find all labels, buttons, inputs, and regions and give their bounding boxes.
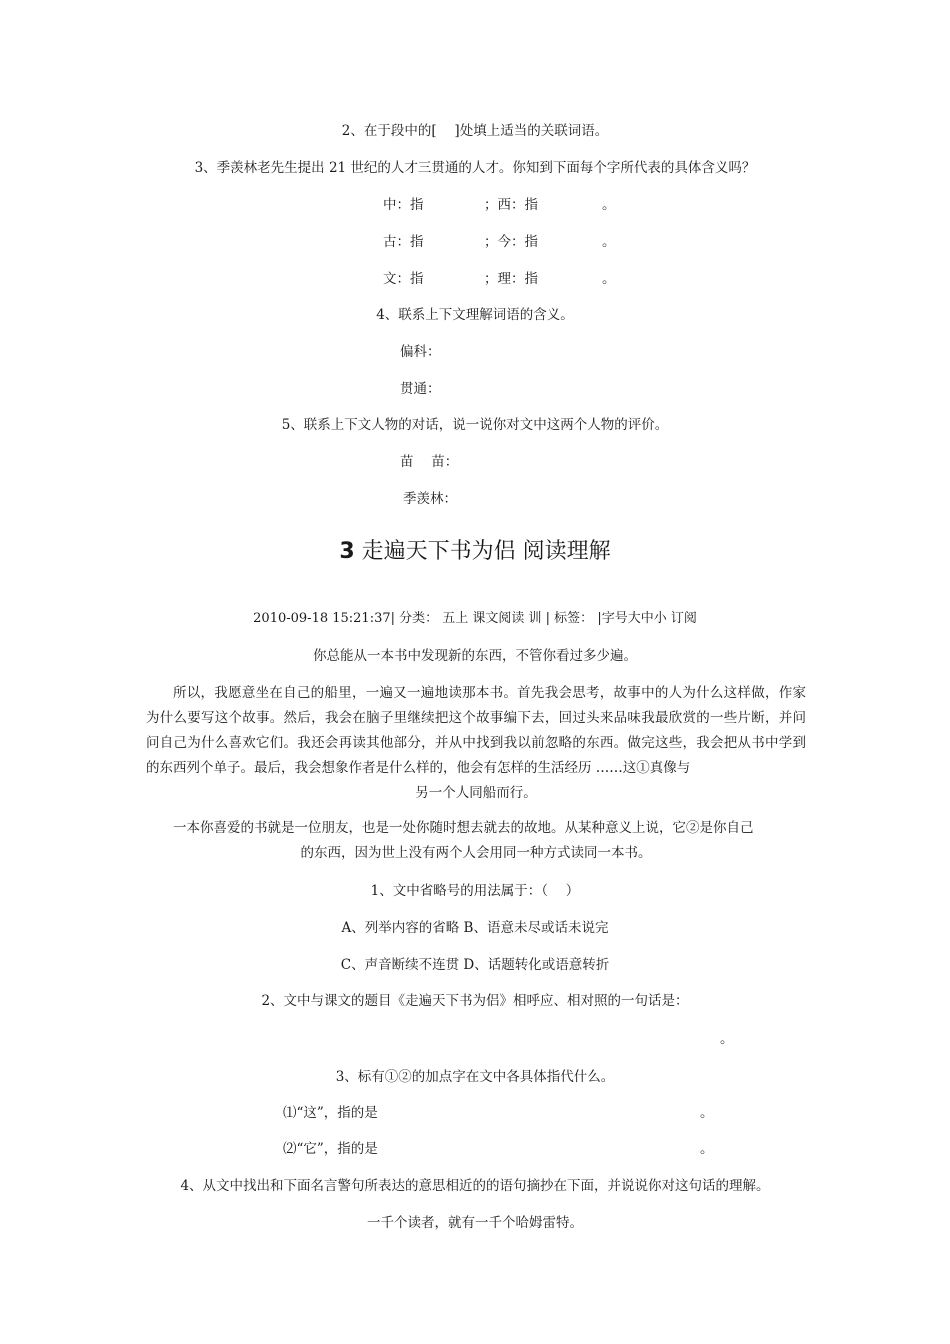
pair-1-right: ；西：指 (484, 197, 538, 213)
person-jixianlin: 季羡林： (403, 491, 457, 507)
term-guantong: 贯通： (400, 381, 441, 397)
pair-1-left: 中：指 (383, 197, 424, 213)
answer-ta-label: ⑵“它”，指的是 (283, 1141, 378, 1157)
pair-3-right: ；理：指 (484, 271, 538, 287)
pair-2-left: 古：指 (383, 234, 424, 250)
paragraph-2-body: 一本你喜爱的书就是一位朋友，也是一处你随时想去就去的故地。从某种意义上说，它②是你自己 (173, 820, 754, 836)
options-cd: C、声音断续不连贯 D、话题转化或语意转折 (340, 957, 610, 973)
answer-ta-end: 。 (700, 1141, 714, 1157)
article-meta: 2010-09-18 15:21:37| 分类： 五上 课文阅读 训 | 标签： |字号大中小 订阅 (253, 611, 697, 626)
question-2: 2、在于段中的[ ]处填上适当的关联词语。 (341, 123, 609, 139)
quote: 一千个读者，就有一千个哈姆雷特。 (367, 1215, 583, 1231)
pair-2-end: 。 (602, 234, 616, 250)
term-pianke: 偏科： (400, 344, 441, 360)
question-b2-end: 。 (720, 1031, 734, 1047)
article-paragraph-2 (146, 816, 806, 866)
pair-3-end: 。 (602, 271, 616, 287)
answer-zhe-end: 。 (700, 1105, 714, 1121)
pair-3-left: 文：指 (383, 271, 424, 287)
question-3: 3、季羡林老先生提出 21 世纪的人才三贯通的人才。你知到下面每个字所代表的具体含义吗？ (194, 160, 756, 176)
question-b2: 2、文中与课文的题目《走遍天下书为侣》相呼应、相对照的一句话是： (261, 993, 689, 1009)
article-title-number: 3 (339, 539, 355, 564)
paragraph-1-body: 所以，我愿意坐在自己的船里，一遍又一遍地读那本书。首先我会思考，故事中的人为什么这样做，作家为什么要写这个故事。然后，我会在脑子里继续把这个故事编下去，回过头来品味我最欣赏的一些片断，并问问自己为什么喜欢它们。我还会再读其他部分，并从中找到我以前忽略的东西。做完这些，我会把从书中学到的东西列个单子。最后，我会想象作者是什么样的，他会有怎样的生活经历 ……这①真像与 (146, 685, 806, 776)
article-lead: 你总能从一本书中发现新的东西，不管你看过多少遍。 (313, 648, 637, 664)
paragraph-2-last-line: 的东西，因为世上没有两个人会用同一种方式读同一本书。 (300, 845, 652, 861)
answer-zhe-label: ⑴“这”，指的是 (283, 1105, 378, 1121)
paragraph-1-last-line: 另一个人同船而行。 (415, 785, 537, 801)
question-5: 5、联系上下文人物的对话，说一说你对文中这两个人物的评价。 (281, 417, 669, 433)
options-ab: A、列举内容的省略 B、语意未尽或话未说完 (341, 920, 609, 936)
pair-1-end: 。 (602, 197, 616, 213)
person-miaomiao: 苗 苗： (400, 454, 459, 470)
article-title-text: 走遍天下书为侣 阅读理解 (361, 539, 611, 564)
question-4: 4、联系上下文理解词语的含义。 (376, 307, 574, 323)
question-b3: 3、标有①②的加点字在文中各具体指代什么。 (335, 1069, 615, 1085)
question-b1: 1、文中省略号的用法属于：（ ） (370, 883, 580, 899)
pair-2-right: ；今：指 (484, 234, 538, 250)
article-paragraph-1 (146, 681, 806, 806)
question-b4: 4、从文中找出和下面名言警句所表达的意思相近的的语句摘抄在下面，并说说你对这句话的理解。 (180, 1178, 770, 1194)
article-title (0, 538, 950, 566)
